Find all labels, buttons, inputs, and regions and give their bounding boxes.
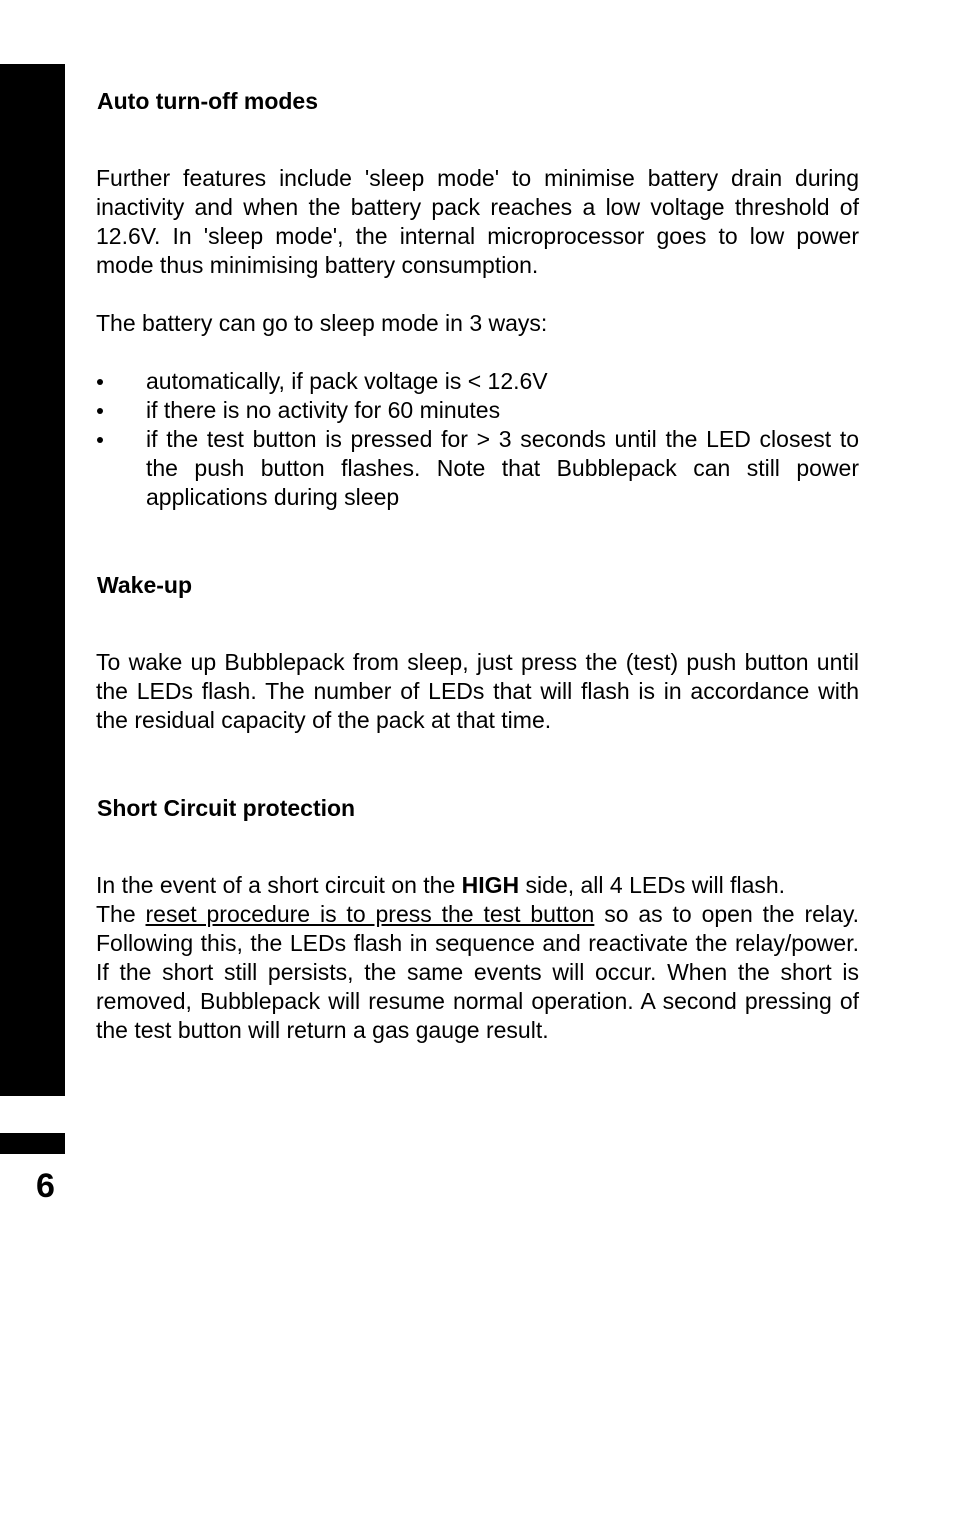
short-circuit-text: In the event of a short circuit on the — [96, 872, 462, 898]
high-side-label: HIGH — [461, 872, 520, 898]
paragraph-wake-up: To wake up Bubblepack from sleep, just press the (test) push button until the LEDs flash. The number of LEDs that will flash is in accordance with the residual capacity of the pack at that time. — [96, 649, 859, 733]
page-number: 6 — [36, 1167, 55, 1205]
short-circuit-text: side, all 4 LEDs will flash. — [519, 872, 786, 898]
heading-wake-up: Wake-up — [97, 572, 192, 598]
bullet-dot — [97, 379, 103, 385]
list-item-text: if the test button is pressed for > 3 seconds until the LED closest to the push button flashes. Note that Bubblepack can still power applications during sleep — [146, 426, 859, 510]
paragraph-sleep-ways: The battery can go to sleep mode in 3 ways: — [96, 310, 548, 336]
list-item-text: automatically, if pack voltage is < 12.6V — [146, 368, 548, 394]
heading-auto-turn-off: Auto turn-off modes — [97, 88, 319, 114]
list-item-text: if there is no activity for 60 minutes — [146, 397, 501, 423]
reset-text: The — [96, 901, 146, 927]
list-item — [96, 425, 859, 512]
bullet-dot — [97, 437, 103, 443]
page-tab-marker — [0, 1133, 65, 1154]
heading-short-circuit: Short Circuit protection — [97, 795, 356, 821]
paragraph-reset-procedure — [96, 900, 859, 1045]
side-margin-bar — [0, 64, 65, 1096]
list-item — [96, 396, 859, 425]
bullet-dot — [97, 408, 103, 414]
reset-text: so as to open the relay. Following this, the LEDs flash in sequence and reactivate the relay/power. If the short still persists, the same events will occur. When the short is removed, Bubblepack will resume normal operation. A second pressing of the test button will return a gas gauge result. — [96, 901, 860, 1043]
paragraph-short-circuit-event — [96, 871, 859, 900]
paragraph-sleep-mode: Further features include 'sleep mode' to minimise battery drain during inactivity and when the battery pack reaches a low voltage threshold of 12.6V. In 'sleep mode', the internal microprocessor goes to low power mode thus minimising battery consumption. — [96, 165, 859, 278]
reset-procedure-emphasis: reset procedure is to press the test button — [145, 901, 595, 927]
list-item — [96, 367, 859, 396]
sleep-ways-list — [96, 367, 859, 512]
